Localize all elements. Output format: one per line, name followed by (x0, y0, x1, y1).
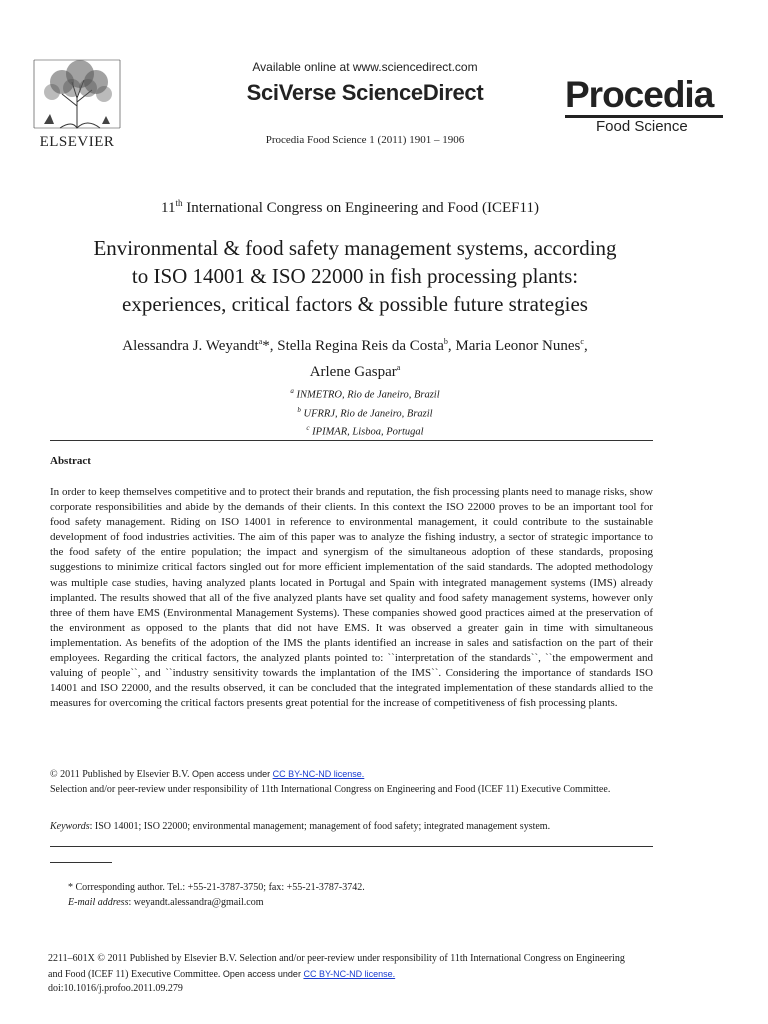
affiliation-item (200, 403, 530, 422)
doi-text[interactable]: doi:10.1016/j.profoo.2011.09.279 (48, 983, 183, 994)
author-name: Alessandra J. Weyandt (122, 338, 259, 354)
footer-line-1: 2211–601X © 2011 Published by Elsevier B.V. Selection and/or peer-review under responsibility of 11th International Congress on Engineering (48, 953, 625, 964)
author-affil-sup: a (258, 337, 263, 346)
copyright-block (50, 767, 653, 797)
email-address[interactable]: : weyandt.alessandra@gmail.com (128, 897, 264, 908)
congress-ordinal: th (175, 198, 183, 208)
affiliation-sup: a (290, 387, 294, 395)
footnote-rule (50, 862, 112, 863)
affiliation-text: INMETRO, Rio de Janeiro, Brazil (293, 389, 440, 401)
congress-line (0, 198, 700, 217)
footer-license-link[interactable]: CC BY-NC-ND license. (303, 968, 396, 979)
author-name: Arlene Gaspar (309, 364, 397, 380)
available-online-text[interactable]: Available online at www.sciencedirect.com (252, 60, 478, 74)
author-name: Maria Leonor Nunes (455, 338, 581, 354)
affiliation-item (200, 384, 530, 403)
elsevier-logo (22, 58, 132, 150)
divider-top (50, 440, 653, 441)
author-mark: , (583, 338, 588, 354)
copyright-line (50, 767, 653, 783)
footer-committee: and Food (ICEF 11) Executive Committee. (48, 968, 223, 980)
footer-line-2 (48, 967, 708, 983)
procedia-logo: Procedia (565, 74, 714, 115)
author-mark: , (447, 338, 456, 354)
title-line-1: Environmental & food safety management systems, according (93, 236, 617, 260)
affiliation-sup: c (306, 424, 310, 432)
affiliation-item (200, 421, 530, 440)
keywords (50, 821, 653, 832)
open-access-text: Open access under (192, 769, 273, 779)
corresponding-email (68, 895, 365, 910)
peer-review-statement: Selection and/or peer-review under responsibility of 11th International Congress on Engineering and Food (ICEF 11) Executive Committee. (50, 783, 611, 795)
sciverse-sciencedirect-logo: SciVerse ScienceDirect (246, 80, 484, 105)
affiliation-sup: b (297, 405, 301, 414)
elsevier-wordmark: ELSEVIER (39, 134, 115, 150)
abstract-body: In order to keep themselves competitive and to protect their brands and reputation, the fish processing plants need to manage risks, show corporate responsibilities and abide by the demands of their clients. In this context the ISO 22000 proves to be an important tool for food safety management. Riding on ISO 14001 in reference to environmental management, it could contribute to the sustainable development of food industries activities. The aim of this paper was to analyze the fishing industry, a sector of strategic importance to the food safety of the entire population; the impact and synergism of the simultaneous adoption of these standards, proposing suggestions to minimize critical factors singled out for more efficient implementation of the said standards. The adopted methodology was multiple case studies, having analyzed plants located in Portugal and Spain with integrated management systems (IMS) already implanted. The results showed that all of the five analyzed plants have set quality and food safety management systems, however only three of them have EMS (Environmental Management Systems). These companies showed good practices aimed at the preservation of the environment as opposed to the plants that did not have EMS. It was observed a greater gain in time with simultaneous implementation. As benefits of the adoption of the IMS the plants identified an increase in sales and satisfaction on the part of their employees. Regarding the critical factors, the analyzed plants pointed to: ``interpretation of the standards``, ``the empowerment and valuing of people``, and ``industry sensitivity towards the implantation of the IMS``. Considering the importance of standards ISO 14001 and ISO 22000, and the results observed, it can be concluded that the integrated implementation of these standards allied to the measures for overcoming the critical factors presents great potential for the increase of competitiveness of fish processing plants. (50, 486, 653, 710)
author-mark: *, (262, 338, 278, 354)
footer-block (48, 952, 708, 997)
congress-name: International Congress on Engineering and Food (ICEF11) (186, 200, 539, 216)
footer-open-access: Open access under (222, 968, 304, 979)
keywords-text: : ISO 14001; ISO 22000; environmental management; management of food safety; integrated management system. (89, 821, 551, 832)
author-affil-sup: b (443, 337, 448, 346)
author-affil-sup: a (396, 363, 401, 372)
license-link[interactable]: CC BY-NC-ND license. (272, 769, 365, 779)
copyright-text: © 2011 Published by Elsevier B.V. (50, 769, 193, 780)
congress-number: 11 (161, 200, 176, 216)
corresponding-contact: * Corresponding author. Tel.: +55-21-3787-3750; fax: +55-21-3787-3742. (68, 882, 365, 893)
journal-reference: Procedia Food Science 1 (2011) 1901 – 1906 (265, 134, 465, 146)
author-affil-sup: c (580, 337, 584, 346)
keywords-label: Keywords (50, 821, 90, 832)
affiliation-text: IPIMAR, Lisboa, Portugal (309, 426, 424, 438)
affiliation-text: UFRRJ, Rio de Janeiro, Brazil (300, 408, 433, 419)
author-name: Stella Regina Reis da Costa (277, 338, 444, 354)
email-label: E-mail address (68, 897, 129, 908)
author-list (40, 331, 670, 383)
paper-title (40, 234, 670, 318)
title-line-2: to ISO 14001 & ISO 22000 in fish processing plants: (131, 264, 579, 288)
affiliation-list (200, 384, 530, 440)
corresponding-author-note (68, 880, 365, 910)
title-line-3: experiences, critical factors & possible future strategies (122, 292, 588, 316)
divider-bottom (50, 846, 653, 847)
abstract-heading: Abstract (50, 455, 91, 467)
procedia-subtitle: Food Science (596, 118, 688, 135)
elsevier-tree-icon (32, 58, 122, 130)
